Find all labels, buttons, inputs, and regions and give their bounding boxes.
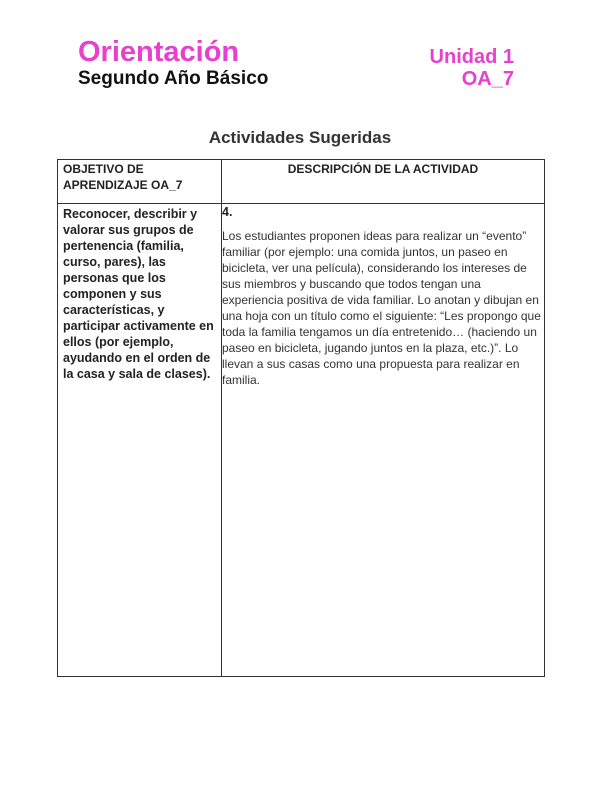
grade-level: Segundo Año Básico — [78, 68, 269, 89]
objective-cell — [58, 204, 222, 677]
activity-number: 4. — [222, 205, 233, 219]
objective-text: Reconocer, describir y valorar sus grupos de pertenencia (familia, curso, pares), las personas que los componen y sus características, y participar activamente en ellos (por ejemplo, ayudando en el orden de la casa y sala de clases). — [63, 207, 214, 381]
unit-label: Unidad 1 — [429, 46, 514, 68]
activity-description: Los estudiantes proponen ideas para realizar un “evento” familiar (por ejemplo: una comida juntos, un paseo en bicicleta, ver una película), considerando los intereses de sus miembros y buscando que todos tengan una experiencia positiva de vida familiar. Lo anotan y dibujan en una hoja con un título como el siguiente: “Les propongo que toda la familia tengamos un día entretenido… (haciendo un paseo en bicicleta, jugando juntos en la plaza, etc.)”. Lo llevan a sus casas como una propuesta para realizar en familia. — [222, 229, 541, 387]
activity-table — [57, 159, 545, 677]
table-row — [58, 204, 545, 677]
subject-title: Orientación — [78, 36, 240, 68]
table-header-row — [58, 160, 545, 204]
objective-code: OA_7 — [461, 68, 514, 90]
objective-column-header: OBJETIVO DE APRENDIZAJE OA_7 — [58, 160, 222, 204]
activity-cell — [222, 204, 545, 677]
description-column-header: DESCRIPCIÓN DE LA ACTIVIDAD — [222, 160, 545, 204]
section-title: Actividades Sugeridas — [208, 128, 392, 147]
